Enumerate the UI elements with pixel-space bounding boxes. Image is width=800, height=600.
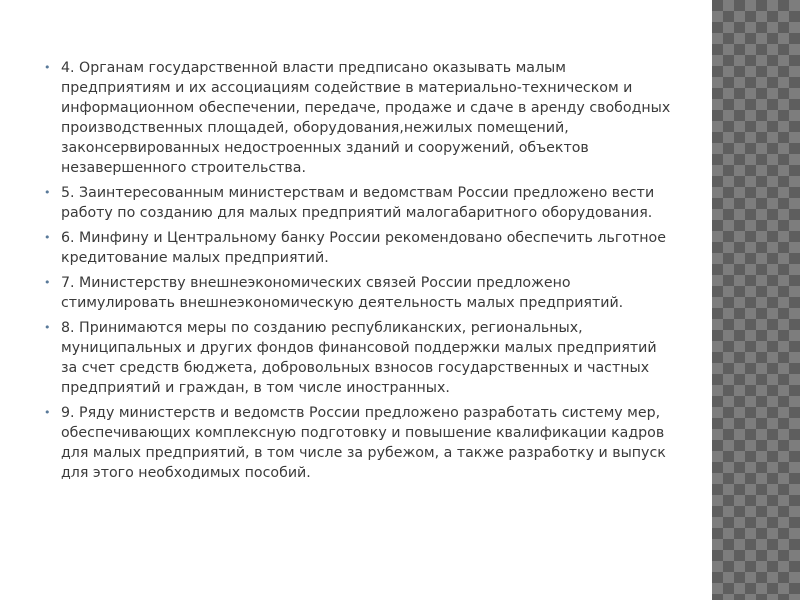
list-item-text: 7. Министерству внешнеэкономических связей России предложено стимулировать внешнеэкономическую деятельность малых предприятий.	[61, 275, 624, 311]
list-item	[44, 183, 674, 223]
bullet-icon: •	[44, 276, 51, 289]
list-item-text: 9. Ряду министерств и ведомств России предложено разработать систему мер, обеспечивающих комплексную подготовку и повышение квалификации кадров для малых предприятий, в том числе за рубежом, а также разработку и выпуск для этого необходимых пособий.	[61, 405, 666, 481]
list-item-text: 4. Органам государственной власти предписано оказывать малым предприятиям и их ассоциациям содействие в материально-техническом и информационном обеспечении, передаче, продаже и сдаче в аренду свободных производственных площадей, оборудования,нежилых помещений, законсервированных недостроенных зданий и сооружений, объектов незавершенного строительства.	[61, 60, 671, 176]
bullet-icon: •	[44, 186, 51, 199]
decorative-side-pattern	[712, 0, 800, 600]
list-item-text: 5. Заинтересованным министерствам и ведомствам России предложено вести работу по созданию для малых предприятий малогабаритного оборудования.	[61, 185, 655, 221]
list-item	[44, 273, 674, 313]
list-item	[44, 318, 674, 398]
bullet-icon: •	[44, 61, 51, 74]
list-item	[44, 403, 674, 483]
bullet-list	[44, 58, 674, 483]
slide-content	[44, 58, 674, 488]
bullet-icon: •	[44, 321, 51, 334]
list-item-text: 8. Принимаются меры по созданию республиканских, региональных, муниципальных и других фондов финансовой поддержки малых предприятий за счет средств бюджета, добровольных взносов государственных и частных предприятий и граждан, в том числе иностранных.	[61, 320, 657, 396]
bullet-icon: •	[44, 231, 51, 244]
list-item	[44, 58, 674, 178]
list-item-text: 6. Минфину и Центральному банку России рекомендовано обеспечить льготное кредитование малых предприятий.	[61, 230, 666, 266]
bullet-icon: •	[44, 406, 51, 419]
list-item	[44, 228, 674, 268]
